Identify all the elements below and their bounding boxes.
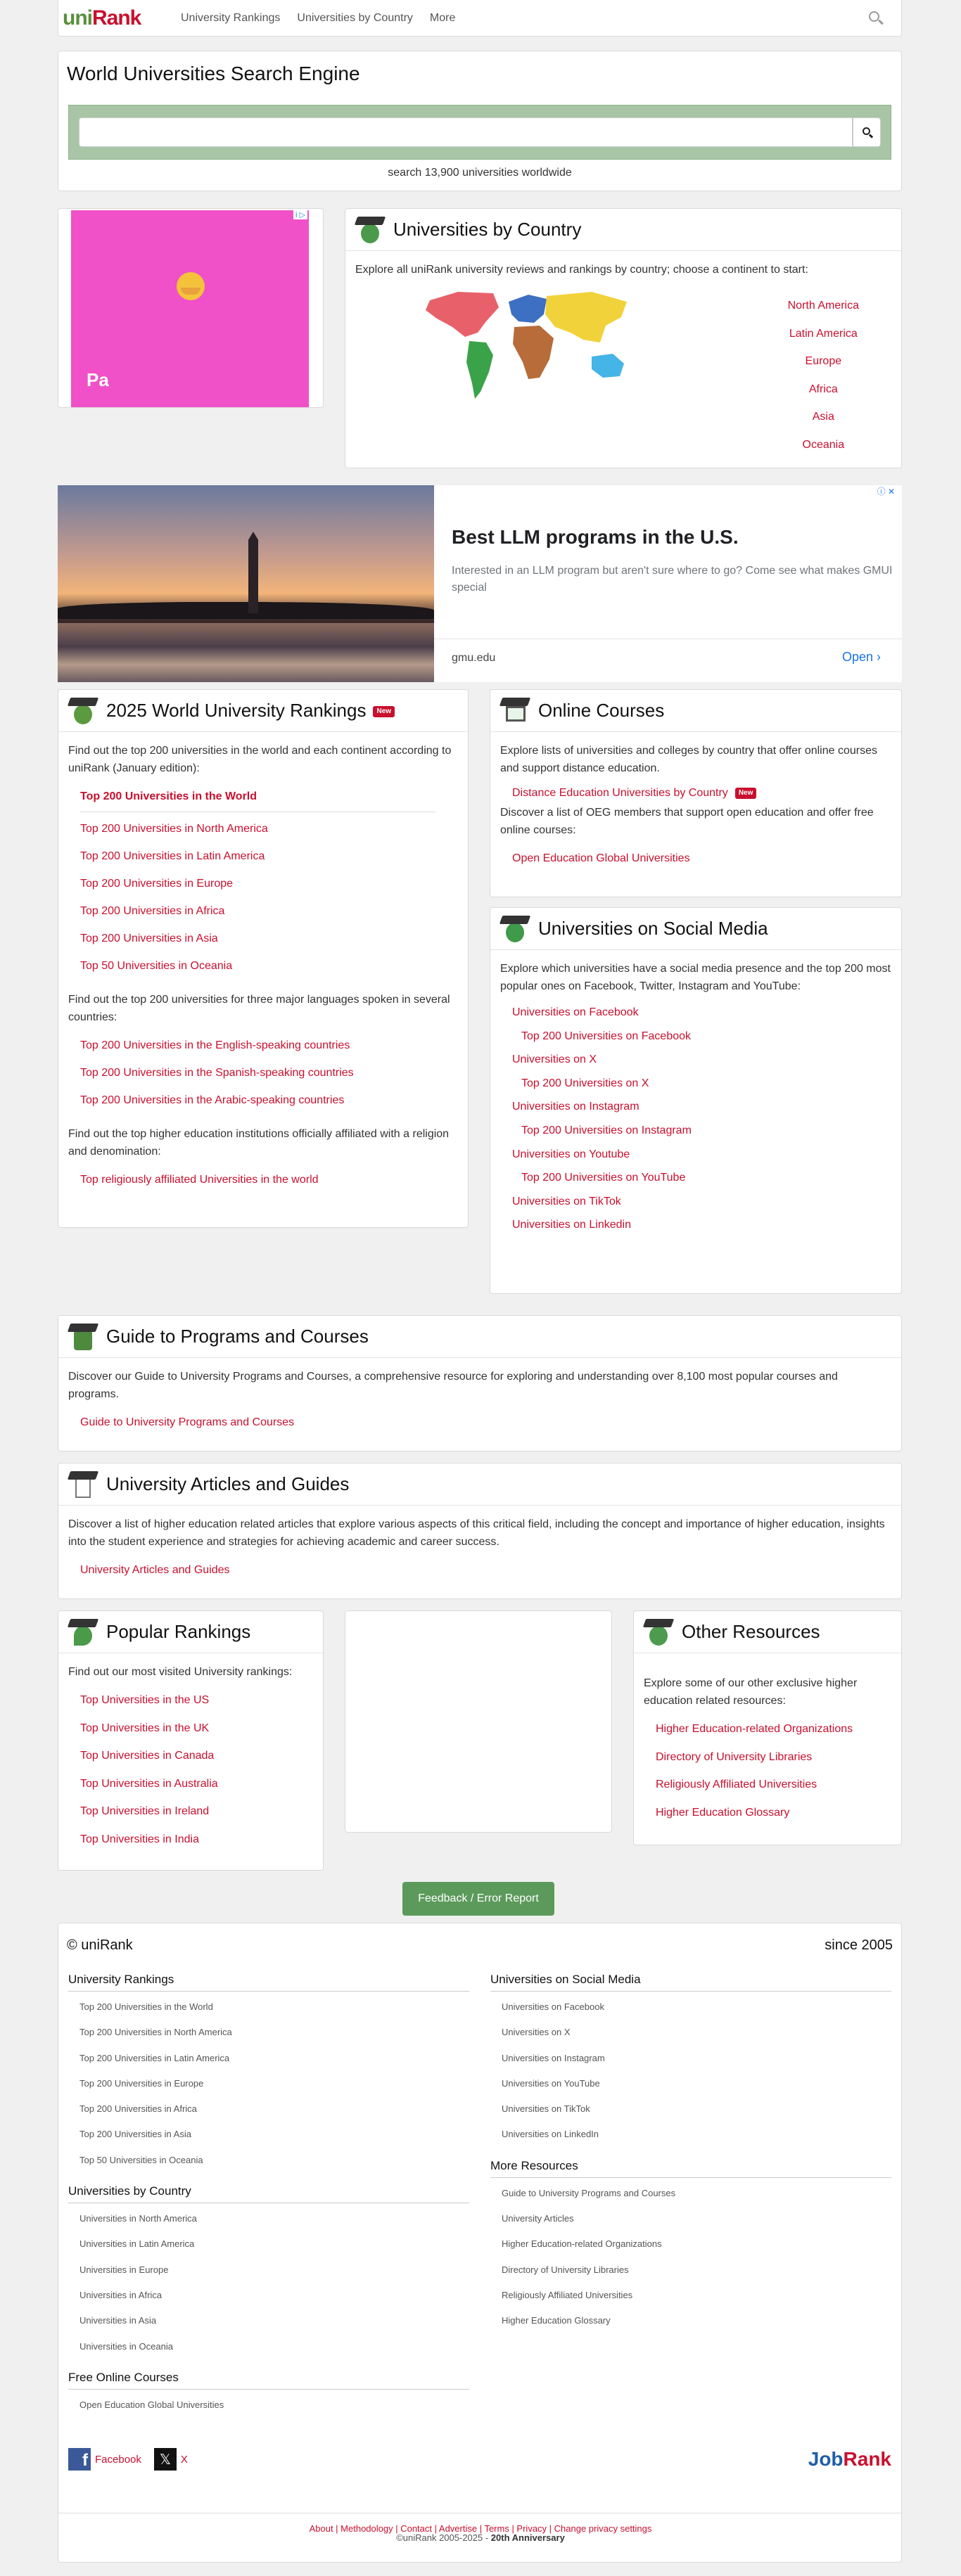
- ranking-cap-icon: [67, 695, 99, 727]
- link-top-oceania[interactable]: Top 50 Universities in Oceania: [80, 960, 233, 972]
- footer-link-top-200-universities-in-north-america[interactable]: Top 200 Universities in North America: [79, 2027, 232, 2038]
- link-universities-on-youtube[interactable]: Universities on Youtube: [512, 1148, 630, 1160]
- link-top-europe[interactable]: Top 200 Universities in Europe: [80, 878, 234, 890]
- footer-link-guide-to-university-programs-and-courses[interactable]: Guide to University Programs and Courses: [502, 2187, 676, 2198]
- popular-rankings-card: [58, 1610, 324, 1871]
- link-universities-on-instagram[interactable]: Universities on Instagram: [512, 1101, 639, 1113]
- globe-cap-icon: [354, 214, 386, 246]
- continent-oceania[interactable]: Oceania: [802, 438, 845, 451]
- facebook-cap-icon: [499, 913, 531, 945]
- oeg-intro: Discover a list of OEG members that support open education and offer free online courses:: [500, 807, 874, 836]
- religion-intro: Find out the top higher education institutions officially affiliated with a religion and denomination:: [68, 1128, 450, 1158]
- link-top-200-universities-on-instagram[interactable]: Top 200 Universities on Instagram: [521, 1124, 692, 1136]
- languages-intro: Find out the top 200 universities for three major languages spoken in several countries:: [68, 994, 450, 1023]
- link-universities-on-facebook[interactable]: Universities on Facebook: [512, 1006, 639, 1018]
- link-top-universities-in-australia[interactable]: Top Universities in Australia: [80, 1777, 218, 1790]
- card-title: Universities on Social Media: [538, 918, 768, 939]
- footer-link-universities-in-asia[interactable]: Universities in Asia: [79, 2315, 157, 2326]
- ad-banner-small[interactable]: [58, 208, 324, 408]
- link-distance-education[interactable]: Distance Education Universities by Country New: [500, 783, 891, 804]
- continent-europe[interactable]: Europe: [805, 355, 842, 367]
- grid-cap-icon: [642, 1616, 675, 1648]
- book-cap-icon: [67, 1321, 99, 1353]
- link-higher-education-related-organizations[interactable]: Higher Education-related Organizations: [656, 1723, 853, 1735]
- card-title: Guide to Programs and Courses: [106, 1326, 369, 1347]
- link-top-universities-in-india[interactable]: Top Universities in India: [80, 1833, 199, 1845]
- link-top-universities-in-the-uk[interactable]: Top Universities in the UK: [80, 1722, 210, 1734]
- footer-link-universities-on-instagram[interactable]: Universities on Instagram: [502, 2052, 605, 2063]
- footer-link-universities-on-linkedin[interactable]: Universities on LinkedIn: [502, 2129, 599, 2140]
- footer-link-universities-in-africa[interactable]: Universities in Africa: [79, 2289, 163, 2300]
- unirank-logo[interactable]: [63, 4, 172, 32]
- link-directory-of-university-libraries[interactable]: Directory of University Libraries: [656, 1750, 813, 1763]
- footer-link-universities-in-north-america[interactable]: Universities in North America: [79, 2213, 197, 2224]
- link-top-north-america[interactable]: Top 200 Universities in North America: [80, 823, 268, 835]
- link-universities-on-linkedin[interactable]: Universities on Linkedin: [512, 1219, 631, 1231]
- ad-info-icon[interactable]: ⓘ ✕: [877, 487, 895, 496]
- footer-link-universities-on-youtube[interactable]: Universities on YouTube: [502, 2077, 600, 2089]
- footer-brand: © uniRank: [67, 1937, 133, 1953]
- link-top-latin-america[interactable]: Top 200 Universities in Latin America: [80, 850, 265, 862]
- footer-copyright: ©uniRank 2005-2025 - 20th Anniversary: [396, 2532, 565, 2543]
- universities-by-country-card: [345, 208, 902, 468]
- rankings-intro: Find out the top 200 universities in the world and each continent according to uniRank (January edition):: [68, 745, 452, 774]
- footer-link-universities-in-europe[interactable]: Universities in Europe: [79, 2264, 169, 2275]
- ad-open-button[interactable]: Open ›: [841, 650, 881, 664]
- search-icon[interactable]: [867, 10, 884, 27]
- search-input[interactable]: [79, 117, 853, 147]
- ad-photo: [58, 485, 434, 682]
- facebook-icon[interactable]: f: [68, 2448, 91, 2471]
- card-title: 2025 World University Rankings New: [106, 700, 395, 722]
- social-intro: Explore which universities have a social media presence and the top 200 most popular ones on Facebook, Twitter, Instagram and YouTube:: [500, 963, 891, 992]
- search-bar: [68, 105, 891, 160]
- footer-link-universities-in-oceania[interactable]: Universities in Oceania: [79, 2340, 173, 2352]
- continent-asia[interactable]: Asia: [812, 411, 834, 423]
- x-icon[interactable]: 𝕏: [154, 2448, 177, 2471]
- map-europe[interactable]: [509, 295, 547, 323]
- map-oceania[interactable]: [592, 354, 624, 378]
- adchoices-icon[interactable]: i ▷: [293, 210, 307, 219]
- link-arabic-speaking[interactable]: Top 200 Universities in the Arabic-speaking countries: [80, 1094, 345, 1106]
- footer-social: [68, 2448, 188, 2471]
- map-north-america[interactable]: [426, 292, 499, 337]
- ad-text: Pa: [87, 369, 109, 390]
- link-top-universities-in-the-us[interactable]: Top Universities in the US: [80, 1694, 210, 1706]
- continent-latin-america[interactable]: Latin America: [789, 327, 858, 340]
- world-map[interactable]: [416, 286, 648, 406]
- footer-link-higher-education-related-organizations[interactable]: Higher Education-related Organizations: [502, 2238, 662, 2250]
- online-intro: Explore lists of universities and colleges by country that offer online courses and support distance education.: [500, 745, 877, 774]
- link-higher-education-glossary[interactable]: Higher Education Glossary: [656, 1806, 790, 1819]
- footer-link-religiously-affiliated-universities[interactable]: Religiously Affiliated Universities: [502, 2289, 633, 2300]
- continent-north-america[interactable]: North America: [787, 300, 859, 312]
- footer-link-university-articles[interactable]: University Articles: [502, 2213, 574, 2224]
- footer-link-top-200-universities-in-latin-america[interactable]: Top 200 Universities in Latin America: [79, 2052, 230, 2063]
- card-title: Other Resources: [682, 1621, 820, 1642]
- guide-card: [58, 1315, 902, 1452]
- card-title: Universities by Country: [393, 219, 582, 240]
- jobrank-logo[interactable]: JobRank: [808, 2448, 891, 2470]
- other-resources-card: [633, 1610, 902, 1845]
- document-cap-icon: [67, 1468, 99, 1501]
- link-top-asia[interactable]: Top 200 Universities in Asia: [80, 933, 218, 944]
- link-top-africa[interactable]: Top 200 Universities in Africa: [80, 905, 225, 917]
- footer-link-universities-in-latin-america[interactable]: Universities in Latin America: [79, 2238, 195, 2250]
- facebook-link[interactable]: Facebook: [95, 2453, 141, 2466]
- articles-card: [58, 1463, 902, 1599]
- emoji-icon: [177, 272, 205, 300]
- link-spanish-speaking[interactable]: Top 200 Universities in the Spanish-speaking countries: [80, 1067, 354, 1079]
- top-navbar: [58, 0, 902, 37]
- resources-intro: Explore some of our other exclusive higher education related resources:: [644, 1677, 858, 1707]
- footer-link-top-200-universities-in-the-world[interactable]: Top 200 Universities in the World: [79, 2001, 213, 2012]
- footer-heading-universities-on-social-media: Universities on Social Media: [490, 1973, 891, 1992]
- footer-heading-more-resources: More Resources: [490, 2159, 891, 2178]
- card-title: Online Courses: [538, 700, 665, 721]
- link-top-universities-in-canada[interactable]: Top Universities in Canada: [80, 1750, 215, 1762]
- ad-placeholder: [345, 1610, 612, 1833]
- link-universities-on-x[interactable]: Universities on X: [512, 1053, 597, 1066]
- new-badge: New: [373, 706, 395, 717]
- footer-legal-links[interactable]: About | Methodology | Contact | Advertise | Terms | Privacy | Change privacy settings: [58, 2513, 903, 2534]
- monitor-cap-icon: [499, 695, 531, 727]
- footer-link-universities-on-x[interactable]: Universities on X: [502, 2027, 571, 2038]
- x-link[interactable]: X: [180, 2453, 188, 2466]
- ad-banner-llm[interactable]: [58, 485, 902, 682]
- footer-link-top-200-universities-in-africa[interactable]: Top 200 Universities in Africa: [79, 2103, 197, 2115]
- link-universities-on-tiktok[interactable]: Universities on TikTok: [512, 1195, 621, 1207]
- link-guide-programs[interactable]: Guide to University Programs and Courses: [80, 1416, 295, 1428]
- footer-link-universities-on-tiktok[interactable]: Universities on TikTok: [502, 2103, 590, 2115]
- link-articles-guides[interactable]: University Articles and Guides: [80, 1564, 230, 1576]
- popular-intro: Find out our most visited University rankings:: [68, 1666, 293, 1678]
- heart-cap-icon: [67, 1616, 99, 1648]
- ad-description: Interested in an LLM program but aren't sure where to go? Come see what makes GMUI special: [452, 565, 893, 594]
- footer-since: since 2005: [825, 1937, 893, 1953]
- new-badge: New: [735, 788, 757, 799]
- nav-university-rankings[interactable]: University Rankings: [181, 11, 281, 24]
- card-title: Popular Rankings: [106, 1621, 251, 1642]
- map-asia[interactable]: [545, 292, 627, 342]
- footer-heading-free-online-courses: Free Online Courses: [68, 2371, 469, 2390]
- footer-heading-universities-by-country: Universities by Country: [68, 2184, 469, 2203]
- link-top-universities-in-ireland[interactable]: Top Universities in Ireland: [80, 1805, 210, 1817]
- link-top-200-universities-on-x[interactable]: Top 200 Universities on X: [521, 1077, 649, 1089]
- footer-link-universities-on-facebook[interactable]: Universities on Facebook: [502, 2001, 604, 2012]
- continent-africa[interactable]: Africa: [808, 383, 838, 395]
- footer-heading-university-rankings: University Rankings: [68, 1973, 469, 1992]
- ad-title[interactable]: Best LLM programs in the U.S.: [452, 526, 739, 548]
- footer-link-higher-education-glossary[interactable]: Higher Education Glossary: [502, 2315, 611, 2326]
- articles-intro: Discover a list of higher education related articles that explore various aspects of this critical field, including the concept and importance of higher education, insights into the student experience and strategies for achieving academic and career success.: [68, 1518, 885, 1548]
- guide-intro: Discover our Guide to University Programs and Courses, a comprehensive resource for exploring and understanding over 8,100 most popular courses and programs.: [68, 1371, 838, 1400]
- footer-link-directory-of-university-libraries[interactable]: Directory of University Libraries: [502, 2264, 629, 2275]
- online-courses-card: [490, 689, 902, 897]
- social-media-card: [490, 907, 902, 1294]
- nav-more[interactable]: More: [429, 11, 456, 24]
- card-intro: Explore all uniRank university reviews and rankings by country; choose a continent to start:: [355, 264, 808, 276]
- footer-link-open-education-global-universities[interactable]: Open Education Global Universities: [79, 2399, 224, 2410]
- footer-column-right: [490, 1973, 891, 2334]
- logo-rank: Rank: [92, 6, 141, 30]
- link-top-200-universities-on-facebook[interactable]: Top 200 Universities on Facebook: [521, 1030, 692, 1042]
- nav-universities-by-country[interactable]: Universities by Country: [297, 11, 413, 24]
- ad-domain: gmu.edu: [452, 652, 496, 664]
- link-top-200-world[interactable]: Top 200 Universities in the World: [80, 790, 257, 802]
- search-caption: search 13,900 universities worldwide: [388, 167, 572, 179]
- link-english-speaking[interactable]: Top 200 Universities in the English-speaking countries: [80, 1039, 350, 1051]
- footer: [58, 1923, 902, 2563]
- link-religiously-affiliated-universities[interactable]: Religiously Affiliated Universities: [656, 1779, 817, 1790]
- footer-link-top-200-universities-in-europe[interactable]: Top 200 Universities in Europe: [79, 2077, 204, 2089]
- footer-link-top-200-universities-in-asia[interactable]: Top 200 Universities in Asia: [79, 2129, 191, 2140]
- map-latin-america[interactable]: [466, 341, 493, 399]
- page-title: World Universities Search Engine: [67, 63, 360, 84]
- link-religious-universities[interactable]: Top religiously affiliated Universities in the world: [80, 1174, 319, 1186]
- footer-link-top-50-universities-in-oceania[interactable]: Top 50 Universities in Oceania: [79, 2154, 203, 2165]
- feedback-button[interactable]: Feedback / Error Report: [402, 1882, 554, 1916]
- link-top-200-universities-on-youtube[interactable]: Top 200 Universities on YouTube: [521, 1172, 686, 1184]
- search-button[interactable]: [853, 117, 881, 147]
- link-open-education[interactable]: Open Education Global Universities: [512, 852, 690, 864]
- world-rankings-card: [58, 689, 469, 1228]
- map-africa[interactable]: [513, 326, 554, 379]
- logo-uni: uni: [63, 6, 92, 30]
- search-card: [58, 51, 902, 191]
- card-title: University Articles and Guides: [106, 1473, 350, 1494]
- footer-column-left: [68, 1973, 469, 2418]
